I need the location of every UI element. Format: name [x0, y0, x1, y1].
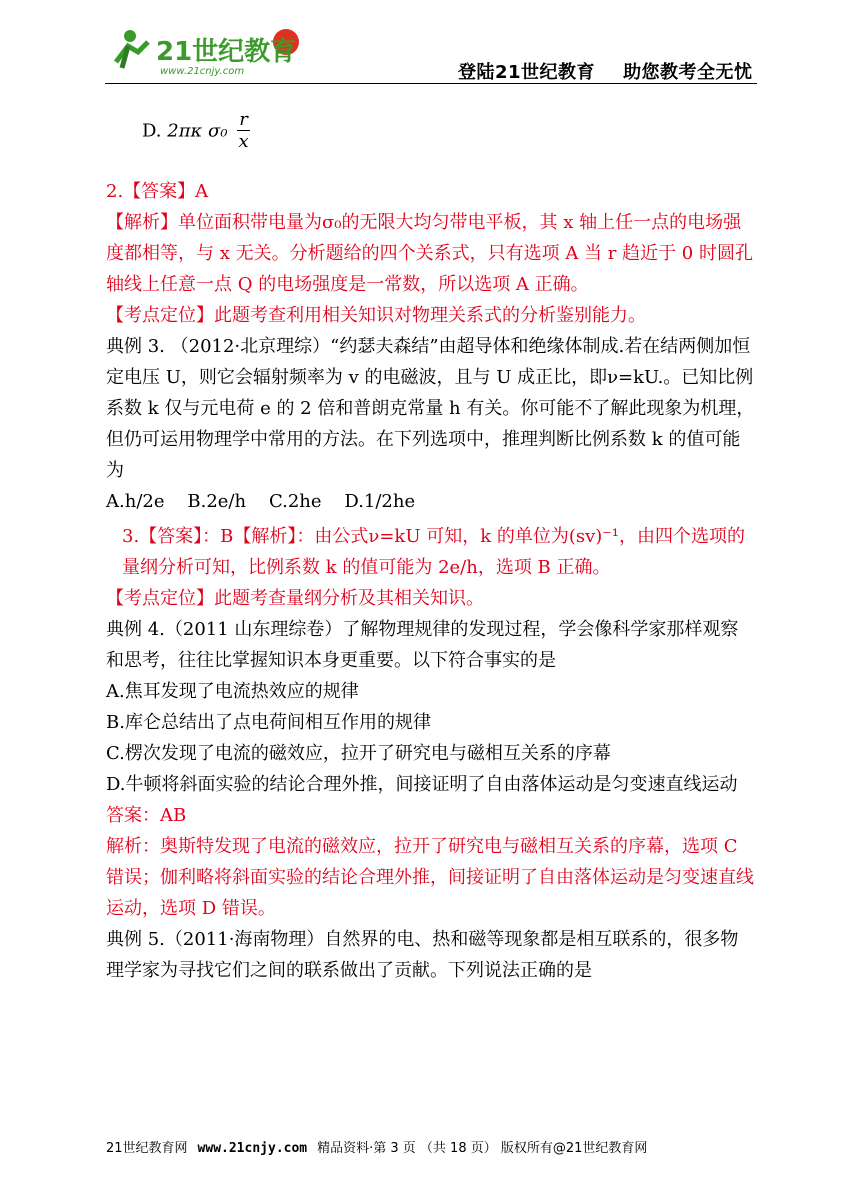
- fraction-numerator: r: [239, 109, 248, 130]
- option-d-label: D.: [142, 120, 162, 142]
- fraction-denominator: x: [238, 131, 249, 152]
- option-d-formula: [142, 110, 250, 153]
- q2-section: [106, 176, 756, 986]
- q4-option-d: D.牛顿将斜面实验的结论合理外推，间接证明了自由落体运动是匀变速直线运动: [106, 774, 738, 795]
- site-logo[interactable]: [108, 22, 308, 80]
- q2-point: 【考点定位】此题考查利用相关知识对物理关系式的分析鉴别能力。: [106, 305, 646, 326]
- q4-answer: 答案：AB: [106, 805, 187, 826]
- header-right-text: 助您教考全无忧: [623, 62, 753, 83]
- q5-stem: 典例 5.（2011·海南物理）自然界的电、热和磁等现象都是相互联系的，很多物理学家为寻找它们之间的联系做出了贡献。下列说法正确的是: [106, 929, 739, 981]
- q4-analysis: 解析：奥斯特发现了电流的磁效应，拉开了研究电与磁相互关系的序幕，选项 C 错误；伽利略将斜面实验的结论合理外推，间接证明了自由落体运动是匀变速直线运动，选项 D 错误。: [106, 836, 754, 919]
- header-divider: [105, 83, 757, 84]
- q3-stem: 典例 3. （2012·北京理综）“约瑟夫森结”由超导体和绝缘体制成.若在结两侧加恒定电压 U，则它会辐射频率为 v 的电磁波，且与 U 成正比，即ν=kU.。已知比例系数 k 仅与元电荷 e 的 2 倍和普朗克常量 h 有关。你可能不了解此现象为机理，但仍可运用物理学中常用的方法。在下列选项中，推理判断比例系数 k 的值可能为: [106, 336, 755, 481]
- q4-stem: 典例 4.（2011 山东理综卷）了解物理规律的发现过程，学会像科学家那样观察和思考，往往比掌握知识本身更重要。以下符合事实的是: [106, 619, 739, 671]
- header-slogan: [458, 58, 781, 84]
- header-left-text: 登陆21世纪教育: [458, 62, 596, 83]
- footer-url[interactable]: www.21cnjy.com: [197, 1141, 308, 1156]
- q4-option-a: A.焦耳发现了电流热效应的规律: [106, 681, 359, 702]
- runner-icon: [116, 30, 148, 68]
- q2-answer: 2.【答案】A: [106, 181, 209, 202]
- q4-option-c: C.楞次发现了电流的磁效应，拉开了研究电与磁相互关系的序幕: [106, 743, 611, 764]
- q3-answer: 3.【答案】：B【解析】：由公式ν=kU 可知，k 的单位为(sv)⁻¹，由四个选项的量纲分析可知，比例系数 k 的值可能为 2e/h，选项 B 正确。: [122, 526, 746, 578]
- logo-url: www.21cnjy.com: [160, 66, 245, 77]
- option-d-expr: 2πκ σ₀: [167, 120, 228, 142]
- q2-analysis: 【解析】单位面积带电量为σ₀的无限大均匀带电平板，其 x 轴上任一点的电场强度都相等，与 x 无关。分析题给的四个关系式，只有选项 A 当 r 趋近于 0 时圆孔轴线上任意一点 Q 的电场强度是一常数，所以选项 A 正确。: [106, 212, 753, 295]
- fraction: [237, 110, 250, 153]
- footer-info: 精品资料·第 3 页 （共 18 页） 版权所有@21世纪教育网: [317, 1141, 648, 1156]
- q4-option-b: B.库仑总结出了点电荷间相互作用的规律: [106, 712, 431, 733]
- q3-options: A.h/2e B.2e/h C.2he D.1/2he: [106, 491, 416, 512]
- q3-point: 【考点定位】此题考查量纲分析及其相关知识。: [106, 588, 484, 609]
- page-footer: [106, 1137, 647, 1156]
- logo-text: 21世纪教育: [156, 37, 297, 67]
- footer-site: 21世纪教育网: [106, 1141, 188, 1156]
